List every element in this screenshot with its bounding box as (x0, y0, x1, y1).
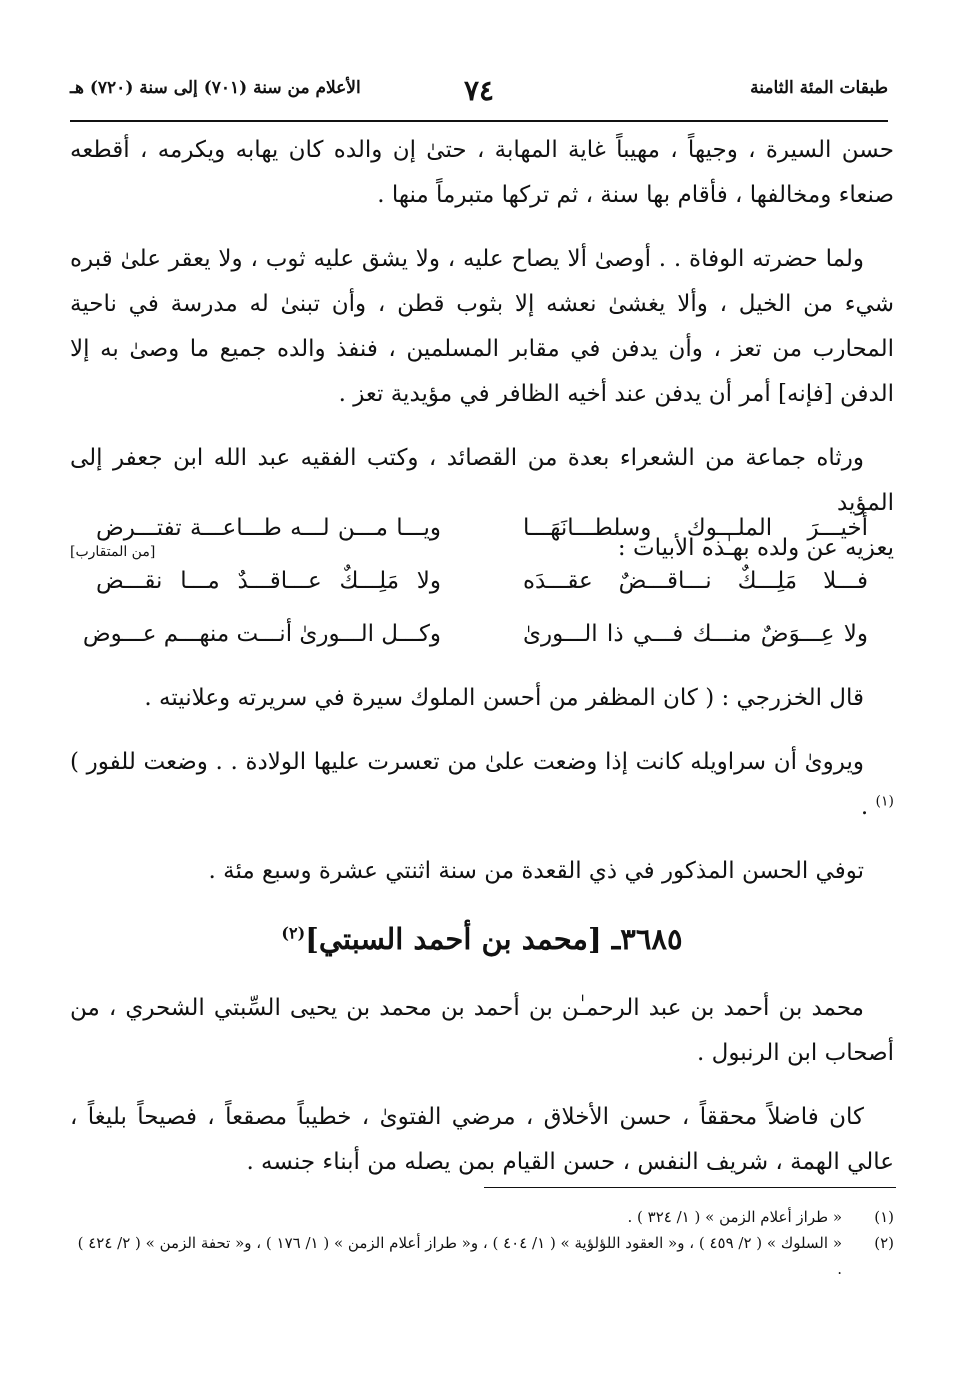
footnote-text: « السلوك » ( ٢/ ٤٥٩ ) ، و« العقود اللؤلؤية » ( ١/ ٤٠٤ ) ، و« طراز أعلام الزمن » ( ١/ ١٧٦ ) ، و« تحفة الزمن » ( ٢/ ٤٢٤ ) . (77, 1234, 842, 1278)
paragraph: ولما حضرته الوفاة . . أوصىٰ ألا يصاح عليه ، ولا يشق عليه ثوب ، ولا يعقر علىٰ قبره شيء من الخيل ، وألا يغشىٰ نعشه إلا بثوب قطن ، وأن تبنىٰ له مدرسة في ناحية المحارب من تعز ، وأن يدفن في مقابر المسلمين ، فنفذ والده جميع ما وصىٰ به إلا الدفن [فإنه] أمر أن يدفن عند أخيه الظافر في مؤيدية تعز . (70, 246, 894, 407)
footnote-number: (٢) (874, 1234, 894, 1252)
footnote (70, 1204, 894, 1230)
footnote-reference: (٢) (281, 923, 306, 943)
paragraph: محمد بن أحمد بن عبد الرحمـٰن بن أحمد بن محمد بن يحيى السِّبتي الشحري ، من أصحاب ابن الرنبول . (70, 995, 894, 1066)
header-date-range: الأعلام من سنة (٧٠١) إلى سنة (٧٢٠) هـ (70, 78, 361, 98)
verse-second-hemistich: ويـــا مـــن لـــه طـــاعـــة تفتـــرض (96, 515, 441, 541)
paragraph-end: . (860, 794, 876, 820)
poem-verse (96, 515, 868, 568)
entry-heading (70, 922, 894, 956)
verse-first-hemistich: أخيـــرَ الملـــوك وسلطـــانَهَـــا (523, 515, 868, 541)
verse-first-hemistich: فـــلا مَلِـــكٌ نـــاقـــضٌ عقـــدَه (523, 568, 868, 594)
verse-second-hemistich: ولا مَلِـــكٌ عـــاقـــدٌ مـــا نقـــض (96, 568, 441, 594)
main-text-lower (70, 986, 894, 1204)
paragraph-line: ورثاه جماعة من الشعراء بعدة من القصائد ، وكتب الفقيه عبد الله ابن جعفر إلى المؤيد (70, 445, 894, 516)
footnote-number: (١) (874, 1208, 894, 1226)
poetic-meter-label: [من المتقارب] (70, 544, 156, 560)
footnotes (70, 1204, 894, 1282)
verse-second-hemistich: وكـــل الـــورىٰ أنـــت منهـــم عـــوض (82, 621, 441, 647)
header-rule (70, 120, 888, 122)
page-number: ٧٤ (463, 74, 495, 107)
paragraph: حسن السيرة ، وجيهاً ، مهيباً غاية المهابة ، حتىٰ إن والده كان يهابه ويكرمه ، أقطعه صنعاء ومخالفها ، فأقام بها سنة ، ثم تركها متبرماً منها . (70, 137, 894, 208)
poem-verse (96, 568, 868, 621)
footnote-separator (484, 1187, 896, 1188)
paragraph (70, 740, 894, 830)
footnote (70, 1230, 894, 1282)
elegy-intro-text: يعزيه عن ولده بهـٰذه الأبيات : (617, 535, 894, 561)
main-text-middle (70, 676, 894, 913)
footnote-reference: (١) (875, 793, 894, 810)
running-header (70, 74, 888, 116)
paragraph: توفي الحسن المذكور في ذي القعدة من سنة اثنتي عشرة وسبع مئة . (208, 858, 864, 884)
paragraph-text: ويروىٰ أن سراويله كانت إذا وضعت علىٰ من تعسرت عليها الولادة . . وضعت للفور ) (70, 749, 864, 775)
poem-verse (82, 621, 868, 674)
poem (82, 515, 868, 674)
paragraph: قال الخزرجي : ( كان المظفر من أحسن الملوك سيرة في سريرته وعلانيته . (144, 685, 864, 711)
verse-first-hemistich: ولا عِـــوَضٌ منـــك فـــي ذا الـــورىٰ (523, 621, 868, 647)
footnote-text: « طراز أعلام الزمن » ( ١/ ٣٢٤ ) . (627, 1208, 842, 1226)
paragraph: كان فاضلاً محققاً ، حسن الأخلاق ، مرضي الفتوىٰ ، خطيباً مصقعاً ، فصيحاً بليغاً ، عالي الهمة ، شريف النفس ، حسن القيام بمن يصله من أبناء جنسه . (70, 1104, 894, 1175)
entry-title: ٣٦٨٥ـ [محمد بن أحمد السبتي] (305, 922, 683, 956)
header-section-title: طبقات المئة الثامنة (750, 78, 888, 98)
